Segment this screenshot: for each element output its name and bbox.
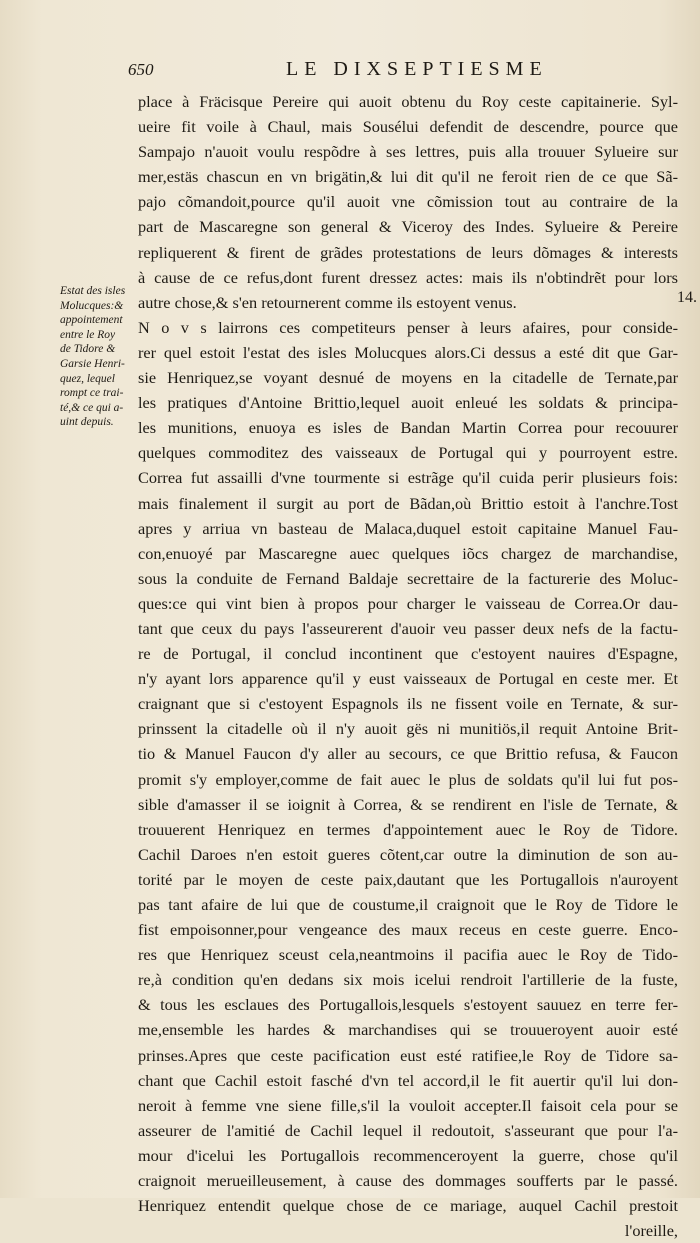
text-line: rer quel estoit l'estat des isles Molucques alors.Ci dessus a esté dit que Gar-: [138, 342, 678, 362]
text-line: prinses.Apres que ceste pacification eust esté ratifiee,le Roy de Tidore sa-: [138, 1045, 678, 1065]
text-line: craignoit merueilleusement, à cause des dommages soufferts par le passé.: [138, 1171, 678, 1191]
text-line: ueire fit voile à Chaul, mais Sousélui defendit de descendre, pource que: [138, 117, 678, 137]
margin-note-line: uint depuis.: [60, 416, 114, 429]
margin-note-line: té,& ce qui a-: [60, 401, 124, 414]
margin-note-line: entre le Roy: [60, 328, 116, 341]
text-line: tant que ceux du pays l'asseurerent d'auoir veu passer deux nefs de la factu-: [138, 618, 678, 638]
text-line: fist empoisonner,pour vengeance des maux receus en ceste guerre. Enco-: [138, 920, 678, 940]
text-line: Henriquez entendit quelque chose de ce mariage, auquel Cachil prestoit: [138, 1196, 678, 1216]
text-line: chant que Cachil estoit fasché d'vn tel accord,il le fit auertir qu'il lui don-: [138, 1070, 678, 1090]
margin-note-line: quez, lequel: [60, 372, 115, 385]
margin-note-line: Molucques:&: [60, 299, 124, 312]
text-line: part de Mascaregne son general & Viceroy des Indes. Sylueire & Pereire: [138, 217, 678, 237]
margin-note-line: de Tidore &: [60, 343, 116, 356]
text-line: ques:ce qui vint bien à propos pour charger le vaisseau de Correa.Or dau-: [138, 593, 678, 613]
text-line: les pratiques d'Antoine Brittio,lequel auoit enleué les soldats & principa-: [138, 393, 678, 413]
text-line: Correa fut assailli d'vne tourmente si estrãge qu'il cuida perir plusieurs fois:: [138, 468, 678, 488]
text-line: Sampajo n'auoit voulu respõdre à ses lettres, puis alla trouuer Sylueire sur: [138, 142, 678, 162]
margin-note-line: rompt ce trai-: [60, 387, 124, 400]
text-line: mer,estäs chascun en vn brigätin,& lui dit qu'il ne feroit rien de ce que Sã-: [138, 167, 678, 187]
text-line: mour d'icelui les Portugallois recommenceroyent la guerre, chose qu'il: [138, 1145, 678, 1165]
margin-note-line: appointement: [60, 314, 123, 327]
body-text: [138, 89, 678, 1243]
text-line: pajo cõmandoit,pource qu'il auoit vne cõmission tout au contraire de la: [138, 192, 678, 212]
text-line: Cachil Daroes n'en estoit gueres cõtent,car outre la diminution de son au-: [138, 844, 678, 864]
text-line: craignant que si c'estoyent Espagnols ils ne fissent voile en Ternate, & sur-: [138, 694, 678, 714]
text-line: n'y ayant lors apparence qu'il y eust vaisseaux de Portugal en ceste mer. Et: [138, 669, 678, 689]
text-line: re,à condition qu'en dedans six mois icelui rendroit l'artillerie de la fuste,: [138, 970, 678, 990]
text-line: trouuerent Henriquez en termes d'appointement auec le Roy de Tidore.: [138, 819, 678, 839]
section-number: 14.: [677, 289, 697, 306]
page-number: 650: [128, 60, 154, 79]
text-line: re de Portugal, il conclud incontinent que c'estoyent nauires d'Espagne,: [138, 644, 678, 664]
text-line: res que Henriquez sceust cela,neantmoins il pacifia auec le Roy de Tido-: [138, 945, 678, 965]
text-line: l'oreille,: [624, 1221, 678, 1241]
margin-note-line: Garsie Henri-: [60, 357, 125, 370]
text-line: autre chose,& s'en retournerent comme ils estoyent venus.: [138, 292, 517, 312]
text-line: neroit à femme vne siene fille,s'il la vouloit accepter.Il faisoit cela pour se: [138, 1095, 678, 1115]
text-line: apres y arriua vn basteau de Malaca,duquel estoit capitaine Manuel Fau-: [138, 518, 678, 538]
text-line: repliquerent & firent de grãdes protestations de leurs dõmages & interests: [138, 242, 678, 262]
text-line: prinssent la citadelle où il n'y auoit gës ni munitiös,il requit Antoine Brit-: [138, 719, 678, 739]
running-title: LE DIXSEPTIESME: [286, 58, 548, 80]
margin-note: [60, 284, 140, 430]
text-line: sous la conduite de Fernand Baldaje secrettaire de la facturerie des Moluc-: [138, 568, 678, 588]
text-line: me,ensemble les hardes & marchandises qui se trouueroyent auoir esté: [138, 1020, 678, 1040]
text-line: pas tant afaire de lui que de coustume,il craignoit que le Roy de Tidore le: [138, 895, 678, 914]
text-line: à cause de ce refus,dont furent dressez actes: mais ils n'obtindrẽt pour lors: [138, 267, 678, 287]
text-line: con,enuoyé par Mascaregne auec quelques iõcs chargez de marchandise,: [138, 543, 678, 563]
text-line: promit s'y employer,comme de fait auec le plus de soldats qu'il lui fut pos-: [138, 769, 678, 789]
text-line: quelques commoditez des vaisseaux de Portugal qui y pourroyent estre.: [138, 443, 678, 463]
text-line: mais finalement il surgit au port de Bãdan,où Brittio estoit à l'anchre.Tost: [138, 493, 678, 513]
text-line: sie Henriquez,se voyant desnué de moyens en la citadelle de Ternate,par: [138, 368, 678, 388]
text-line: asseurer de l'amitié de Cachil lequel il redoutoit, s'asseurant que pour l'a-: [138, 1120, 678, 1140]
text-line: torité par le moyen de ceste paix,dautant que les Portugallois n'auroyent: [138, 869, 678, 889]
text-line: tio & Manuel Faucon d'y aller au secours, ce que Brittio refusa, & Faucon: [138, 744, 678, 764]
text-line: N o v s lairrons ces competiteurs penser à leurs afaires, pour conside-: [138, 317, 678, 337]
text-line: sible d'amasser il se ioignit à Correa, & se rendirent en l'isle de Ternate, &: [138, 794, 678, 814]
text-line: les munitions, enuoya es isles de Bandan Martin Correa pour recouurer: [138, 418, 678, 438]
margin-note-line: Estat des isles: [60, 285, 126, 297]
text-line: & tous les esclaues des Portugallois,lesquels s'estoyent sauuez en terre fer-: [138, 995, 678, 1015]
text-line: place à Fräcisque Pereire qui auoit obtenu du Roy ceste capitainerie. Syl-: [138, 92, 678, 111]
page-header: [128, 58, 668, 88]
